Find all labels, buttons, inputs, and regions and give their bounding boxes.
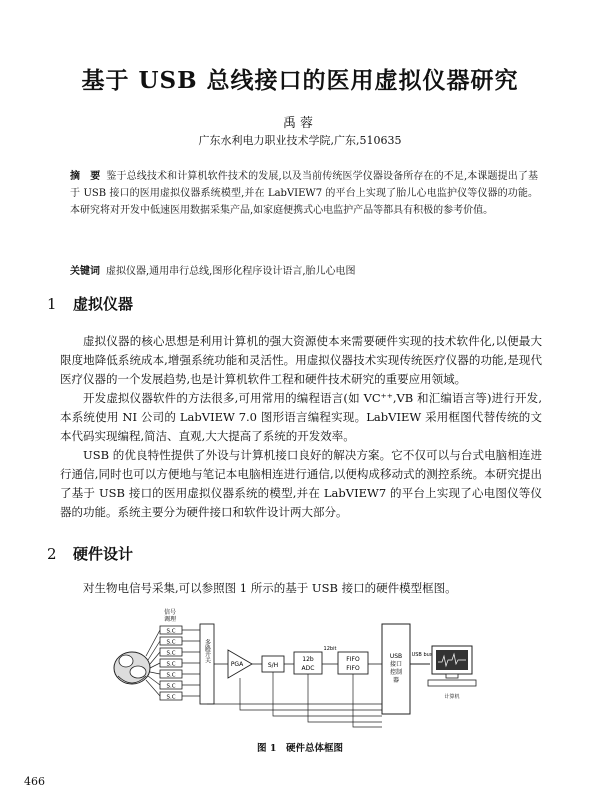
keywords-label: 关键词 [70,266,100,277]
mux-label: 多路开关 [203,639,211,663]
keywords-text: 虚拟仪器,通用串行总线,图形化程序设计语言,胎儿心电图 [106,266,356,277]
paragraph-4: 对生物电信号采集,可以参照图 1 所示的基于 USB 接口的硬件模型框图。 [83,581,457,595]
paragraph-2: 开发虚拟仪器软件的方法很多,可用常用的编程语言(如 VC⁺⁺,VB 和汇编语言等)进行开发,本系统使用 NI 公司的 LabVIEW 7.0 图形语言编程实现。LabVIEW 采用框图代替传统的文本代码实现编程,简洁、直观,大大提高了系统的开发效率。 [60,391,542,443]
pc-label: 计算机 [444,694,460,700]
abstract-label: 摘 要 [70,171,101,182]
multiplexer-block [200,624,214,704]
sc-label-1: S.C [166,628,176,635]
hardware-block-diagram [110,606,480,736]
fifo-label-1: FIFO [346,656,360,663]
section-heading-1 [47,293,133,314]
author-name: 禹蓉 [282,116,317,131]
sc-blocks [160,626,182,701]
sh-label: S/H [267,662,279,669]
adc-label-2: ADC [301,665,315,672]
fifo-label-2: FIFO [346,665,360,672]
condition-label: 调理 [163,616,177,623]
control-lines [207,672,382,727]
section-title: 虚拟仪器 [73,295,134,313]
pga-label: PGA [230,661,244,668]
usb-label-3: 控制 [389,669,403,676]
adc-label-1: 12b [302,656,314,663]
sc-label-3: S.C [166,650,176,657]
usb-label-2: 接口 [389,661,403,668]
figure-caption: 图 1 硬件总体框图 [257,743,343,754]
computer-icon [428,646,476,686]
usb-label-4: 器 [392,677,400,684]
page-number: 466 [24,775,45,788]
sc-label-6: S.C [166,683,176,690]
author-affiliation: 广东水利电力职业技术学院,广东,510635 [198,134,402,147]
paper-title: 基于 USB 总线接口的医用虚拟仪器研究 [81,67,519,94]
section-heading-2 [47,543,133,564]
section-number: 2 [47,545,57,563]
usb-bus-label: USB bus [411,652,433,658]
signal-label: 信号 [163,609,177,616]
sc-label-4: S.C [166,661,176,668]
bits-label: 12bit [323,646,337,652]
keywords-block [70,262,538,277]
section-number: 1 [47,295,57,313]
paragraph-1: 虚拟仪器的核心思想是利用计算机的强大资源使本来需要硬件实现的技术软件化,以便最大限度地降低系统成本,增强系统功能和灵活性。用虚拟仪器技术实现传统医疗仪器的功能,是现代医疗仪器的一个发展趋势,也是计算机软件工程和硬件技术研究的重要应用领域。 [60,334,542,386]
usb-label-1: USB [389,653,403,660]
abstract-text: 鉴于总线技术和计算机软件技术的发展,以及当前传统医学仪器设备所存在的不足,本课题提出了基于 USB 接口的医用虚拟仪器系统模型,并在 LabVIEW7 的平台上实现了胎儿心电监护仪等仪器的功能。本研究将对开发中低速医用数据采集产品,如家庭便携式心电监护产品等都具有积极的参考价值。 [70,171,539,216]
abstract-block [70,168,538,219]
sc-label-2: S.C [166,639,176,646]
sc-label-7: S.C [166,694,176,701]
section-title: 硬件设计 [73,545,134,563]
sc-label-5: S.C [166,672,176,679]
patient-illustration [114,652,150,684]
paragraph-3: USB 的优良特性提供了外设与计算机接口良好的解决方案。它不仅可以与台式电脑相连进行通信,同时也可以方便地与笔记本电脑相连进行通信,以便构成移动式的测控系统。本研究提出了基于 USB 接口的医用虚拟仪器系统的模型,并在 LabVIEW7 的平台上实现了心电图仪等仪器的功能。系统主要分为硬件接口和软件设计两大部分。 [60,448,542,519]
